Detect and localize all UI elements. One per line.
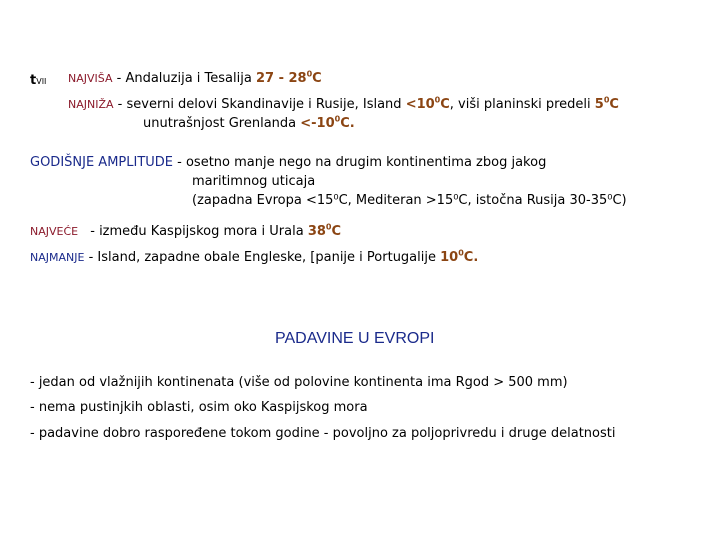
najvece-unit: C (331, 224, 342, 239)
amplitude-text-3: (zapadna Evropa <15⁰C, Mediteran >15⁰C, istočna Rusija 30-35⁰C) (192, 193, 627, 208)
najvece-text: - između Kaspijskog mora i Urala (86, 224, 308, 239)
degree-mark: 0 (325, 222, 332, 232)
najmanje-unit: C. (463, 250, 479, 265)
najniza-text-2: , viši planinski predeli (449, 97, 595, 112)
najvece-label: NAJVEĆE (30, 225, 79, 238)
najmanje-line (30, 250, 478, 265)
najniza-unit-2: C (609, 97, 619, 112)
najvisa-text: - Andaluzija i Tesalija (116, 71, 256, 86)
najvisa-label: NAJVIŠA (68, 72, 113, 85)
amplitude-text-2: maritimnog uticaja (192, 174, 316, 189)
precip-item-2: - nema pustinjkih oblasti, osim oko Kaspijskog mora (30, 400, 368, 415)
degree-mark: 0 (306, 69, 313, 79)
najvece-value: 38 (307, 224, 326, 239)
najniza-line2-text: unutrašnjost Grenlanda (143, 116, 301, 131)
najniza-value-1: <10 (405, 97, 435, 112)
najniza-unit-3: C. (340, 116, 355, 131)
najniza-text: - severni delovi Skandinavije i Rusije, Island (117, 97, 406, 112)
precip-heading: PADAVINE U EVROPI (275, 330, 435, 347)
najmanje-value: 10 (440, 250, 459, 265)
temp-symbol-t: t (30, 73, 37, 88)
najniza-label: NAJNIŽA (68, 98, 114, 111)
najvisa-unit: C (312, 71, 322, 86)
degree-mark: 0 (334, 114, 341, 124)
degree-mark: 0 (603, 95, 610, 105)
amplitude-text-1: - osetno manje nego na drugim kontinentima zbog jakog (173, 155, 547, 170)
najniza-value-3: <-10 (300, 116, 335, 131)
degree-mark: 0 (434, 95, 441, 105)
degree-mark: 0 (458, 248, 464, 258)
najniza-line-2 (143, 116, 355, 131)
najniza-line (68, 97, 619, 112)
najvece-line (30, 224, 341, 239)
najmanje-text: - Island, zapadne obale Engleske, [panije i Portugalije (84, 250, 441, 265)
amplitude-label: GODIŠNJE AMPLITUDE (30, 155, 174, 170)
temp-symbol (30, 73, 46, 88)
precip-item-1: - jedan od vlažnijih kontinenata (više od polovine kontinenta ima Rgod > 500 mm) (30, 375, 568, 390)
amplitude-line-1 (30, 155, 546, 170)
amplitude-line-3 (192, 193, 627, 208)
amplitude-line-2 (192, 174, 315, 189)
precip-item-3: - padavine dobro raspoređene tokom godine - povoljno za poljoprivredu i druge delatnosti (30, 426, 616, 441)
najvisa-value: 27 - 28 (255, 71, 307, 86)
najvisa-line (68, 71, 322, 86)
najniza-unit-1: C (440, 97, 450, 112)
temp-symbol-sub: VII (36, 77, 47, 86)
najmanje-label: NAJMANJE (30, 251, 85, 264)
najniza-value-2: 5 (594, 97, 604, 112)
